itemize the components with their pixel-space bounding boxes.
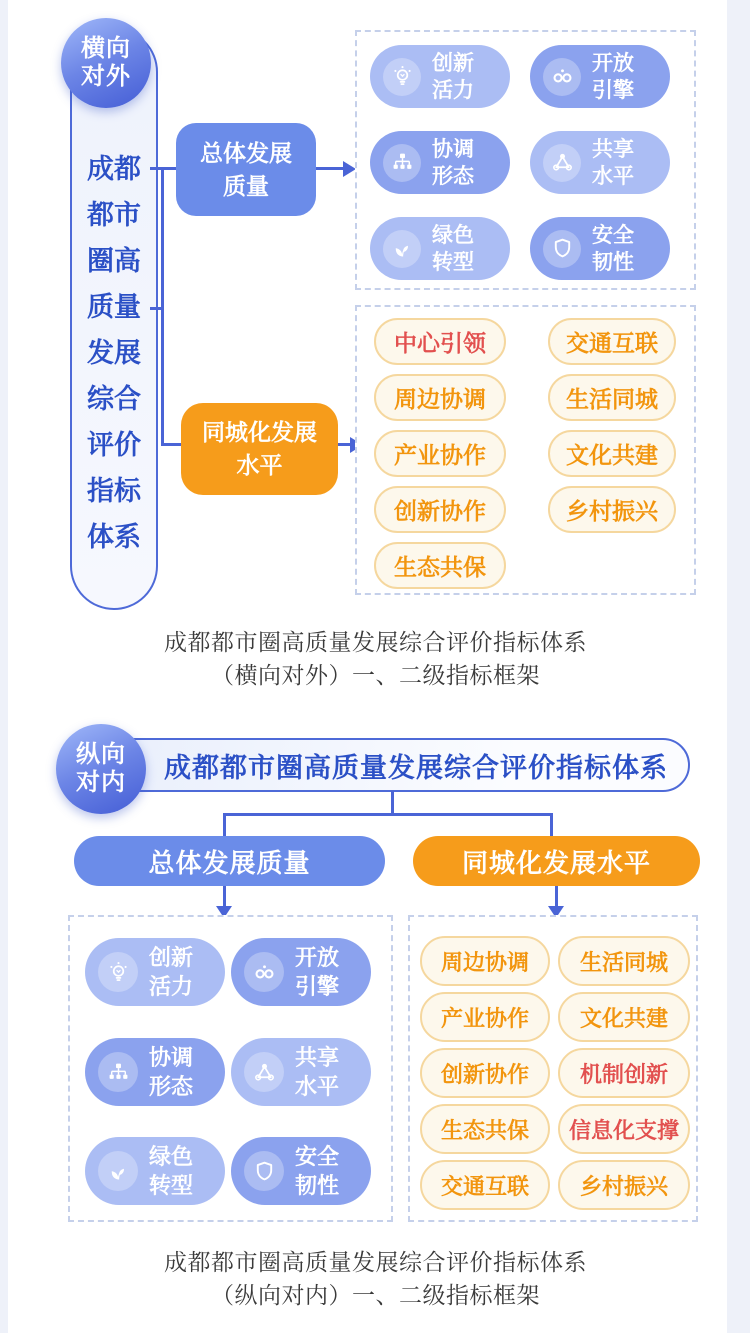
- connector-line: [223, 813, 553, 816]
- branch-label: 总体发展质量: [148, 847, 311, 878]
- connector-line: [316, 167, 344, 170]
- top-badge: [61, 18, 151, 108]
- pill-informatization-support: [558, 1104, 690, 1154]
- sitemap-icon: [383, 144, 421, 182]
- pill-label: 机制创新: [579, 1061, 668, 1087]
- pill-life-same-city: [548, 374, 676, 421]
- branch-label-line: 水平: [236, 452, 283, 478]
- bottom-caption-line2: （纵向对内）一、二级指标框架: [211, 1282, 540, 1308]
- pill-label: 交通互联: [566, 330, 658, 356]
- shield-icon: [543, 230, 581, 268]
- top-root-title: 成都都市圈高质量发展综合评价指标体系: [87, 154, 141, 552]
- pill-label: 交通互联: [440, 1173, 529, 1199]
- branch-label-line: 同城化发展: [202, 419, 317, 445]
- bottom-badge-line2: 对内: [76, 769, 126, 796]
- pill-label: 乡村振兴: [566, 498, 658, 524]
- pill-label: 创新 活力: [432, 51, 474, 102]
- pill-label: 共享 水平: [295, 1045, 340, 1099]
- diagram-canvas: [8, 0, 727, 1333]
- connector-line: [555, 886, 558, 907]
- pill-central-leading: [374, 318, 506, 365]
- pill-label: 绿色 转型: [432, 223, 474, 274]
- pill-label: 共享 水平: [592, 137, 634, 188]
- pill-green-transition: [85, 1137, 225, 1205]
- pill-label: 生态共保: [440, 1117, 529, 1143]
- top-caption: [16, 626, 735, 692]
- pill-innovation-vitality: [85, 938, 225, 1006]
- branch-label-line: 总体发展: [200, 139, 292, 166]
- sprout-icon: [98, 1151, 138, 1191]
- top-badge-line2: 对外: [81, 63, 131, 90]
- pill-sharing-level: [231, 1038, 371, 1106]
- sitemap-icon: [98, 1052, 138, 1092]
- pill-label: 安全 韧性: [592, 223, 634, 274]
- pill-label: 安全 韧性: [295, 1144, 340, 1198]
- pill-label: 协调 形态: [149, 1045, 194, 1099]
- pill-industry-collaboration: [420, 992, 550, 1042]
- bottom-root-pill: [108, 738, 690, 792]
- bottom-branch-integration: [413, 836, 700, 886]
- pill-label: 生态共保: [394, 554, 486, 580]
- bottom-caption-line1: 成都都市圈高质量发展综合评价指标体系: [164, 1249, 587, 1275]
- pill-life-same-city: [558, 936, 690, 986]
- bottom-branch-quality: [74, 836, 385, 886]
- pill-label: 创新协作: [440, 1061, 529, 1087]
- pill-safety-resilience: [530, 217, 670, 280]
- pill-label: 周边协调: [440, 949, 529, 975]
- pill-safety-resilience: [231, 1137, 371, 1205]
- top-caption-line2: （横向对外）一、二级指标框架: [211, 662, 540, 688]
- branch-label: 同城化发展水平: [461, 847, 651, 878]
- connector-line: [223, 886, 226, 907]
- pill-culture-co-building: [548, 430, 676, 477]
- pill-label: 创新协作: [394, 498, 486, 524]
- connector-line: [550, 813, 553, 837]
- pill-periphery-coordination: [374, 374, 506, 421]
- pill-industry-collaboration: [374, 430, 506, 477]
- branch-label-line: 质量: [223, 172, 269, 199]
- bottom-badge-line1: 纵向: [76, 741, 126, 768]
- pill-innovation-vitality: [370, 45, 510, 108]
- pill-sharing-level: [530, 131, 670, 194]
- pill-label: 创新 活力: [149, 945, 194, 999]
- pill-coordinated-form: [85, 1038, 225, 1106]
- pill-label: 产业协作: [440, 1005, 529, 1031]
- pill-green-transition: [370, 217, 510, 280]
- pill-ecology-joint-protection: [374, 542, 506, 589]
- pill-rural-revitalization: [558, 1160, 690, 1210]
- pill-label: 生活同城: [566, 386, 658, 412]
- shield-icon: [244, 1151, 284, 1191]
- infinity-icon: [244, 952, 284, 992]
- pill-coordinated-form: [370, 131, 510, 194]
- pill-innovation-collaboration: [374, 486, 506, 533]
- lightbulb-icon: [383, 58, 421, 96]
- pill-open-engine: [530, 45, 670, 108]
- bottom-badge: [56, 724, 146, 814]
- connector-line: [150, 307, 164, 310]
- sprout-icon: [383, 230, 421, 268]
- pill-label: 绿色 转型: [149, 1144, 194, 1198]
- pill-label: 文化共建: [566, 442, 658, 468]
- pill-label: 协调 形态: [432, 137, 474, 188]
- top-branch-quality: [176, 123, 316, 216]
- pill-rural-revitalization: [548, 486, 676, 533]
- pill-ecology-joint-protection: [420, 1104, 550, 1154]
- pill-label: 文化共建: [579, 1005, 668, 1031]
- connector-line: [161, 443, 183, 446]
- share-nodes-icon: [543, 144, 581, 182]
- pill-periphery-coordination: [420, 936, 550, 986]
- bottom-caption: [16, 1246, 735, 1312]
- pill-label: 中心引领: [394, 330, 486, 356]
- bottom-root-title: 成都都市圈高质量发展综合评价指标体系: [164, 752, 668, 783]
- top-badge-line1: 横向: [81, 35, 131, 62]
- lightbulb-icon: [98, 952, 138, 992]
- pill-innovation-collaboration: [420, 1048, 550, 1098]
- top-caption-line1: 成都都市圈高质量发展综合评价指标体系: [164, 629, 587, 655]
- pill-label: 开放 引擎: [295, 945, 340, 999]
- pill-open-engine: [231, 938, 371, 1006]
- pill-mechanism-innovation: [558, 1048, 690, 1098]
- top-root-pill: [70, 28, 158, 610]
- pill-label: 生活同城: [579, 949, 668, 975]
- pill-label: 开放 引擎: [592, 51, 634, 102]
- infinity-icon: [543, 58, 581, 96]
- pill-culture-co-building: [558, 992, 690, 1042]
- pill-label: 产业协作: [394, 442, 486, 468]
- connector-line: [391, 791, 394, 815]
- pill-transport-interconnection: [548, 318, 676, 365]
- pill-label: 乡村振兴: [579, 1173, 668, 1199]
- pill-transport-interconnection: [420, 1160, 550, 1210]
- connector-line: [223, 813, 226, 837]
- share-nodes-icon: [244, 1052, 284, 1092]
- pill-label: 信息化支撑: [568, 1117, 679, 1143]
- pill-label: 周边协调: [394, 386, 486, 412]
- top-branch-integration: [181, 403, 338, 495]
